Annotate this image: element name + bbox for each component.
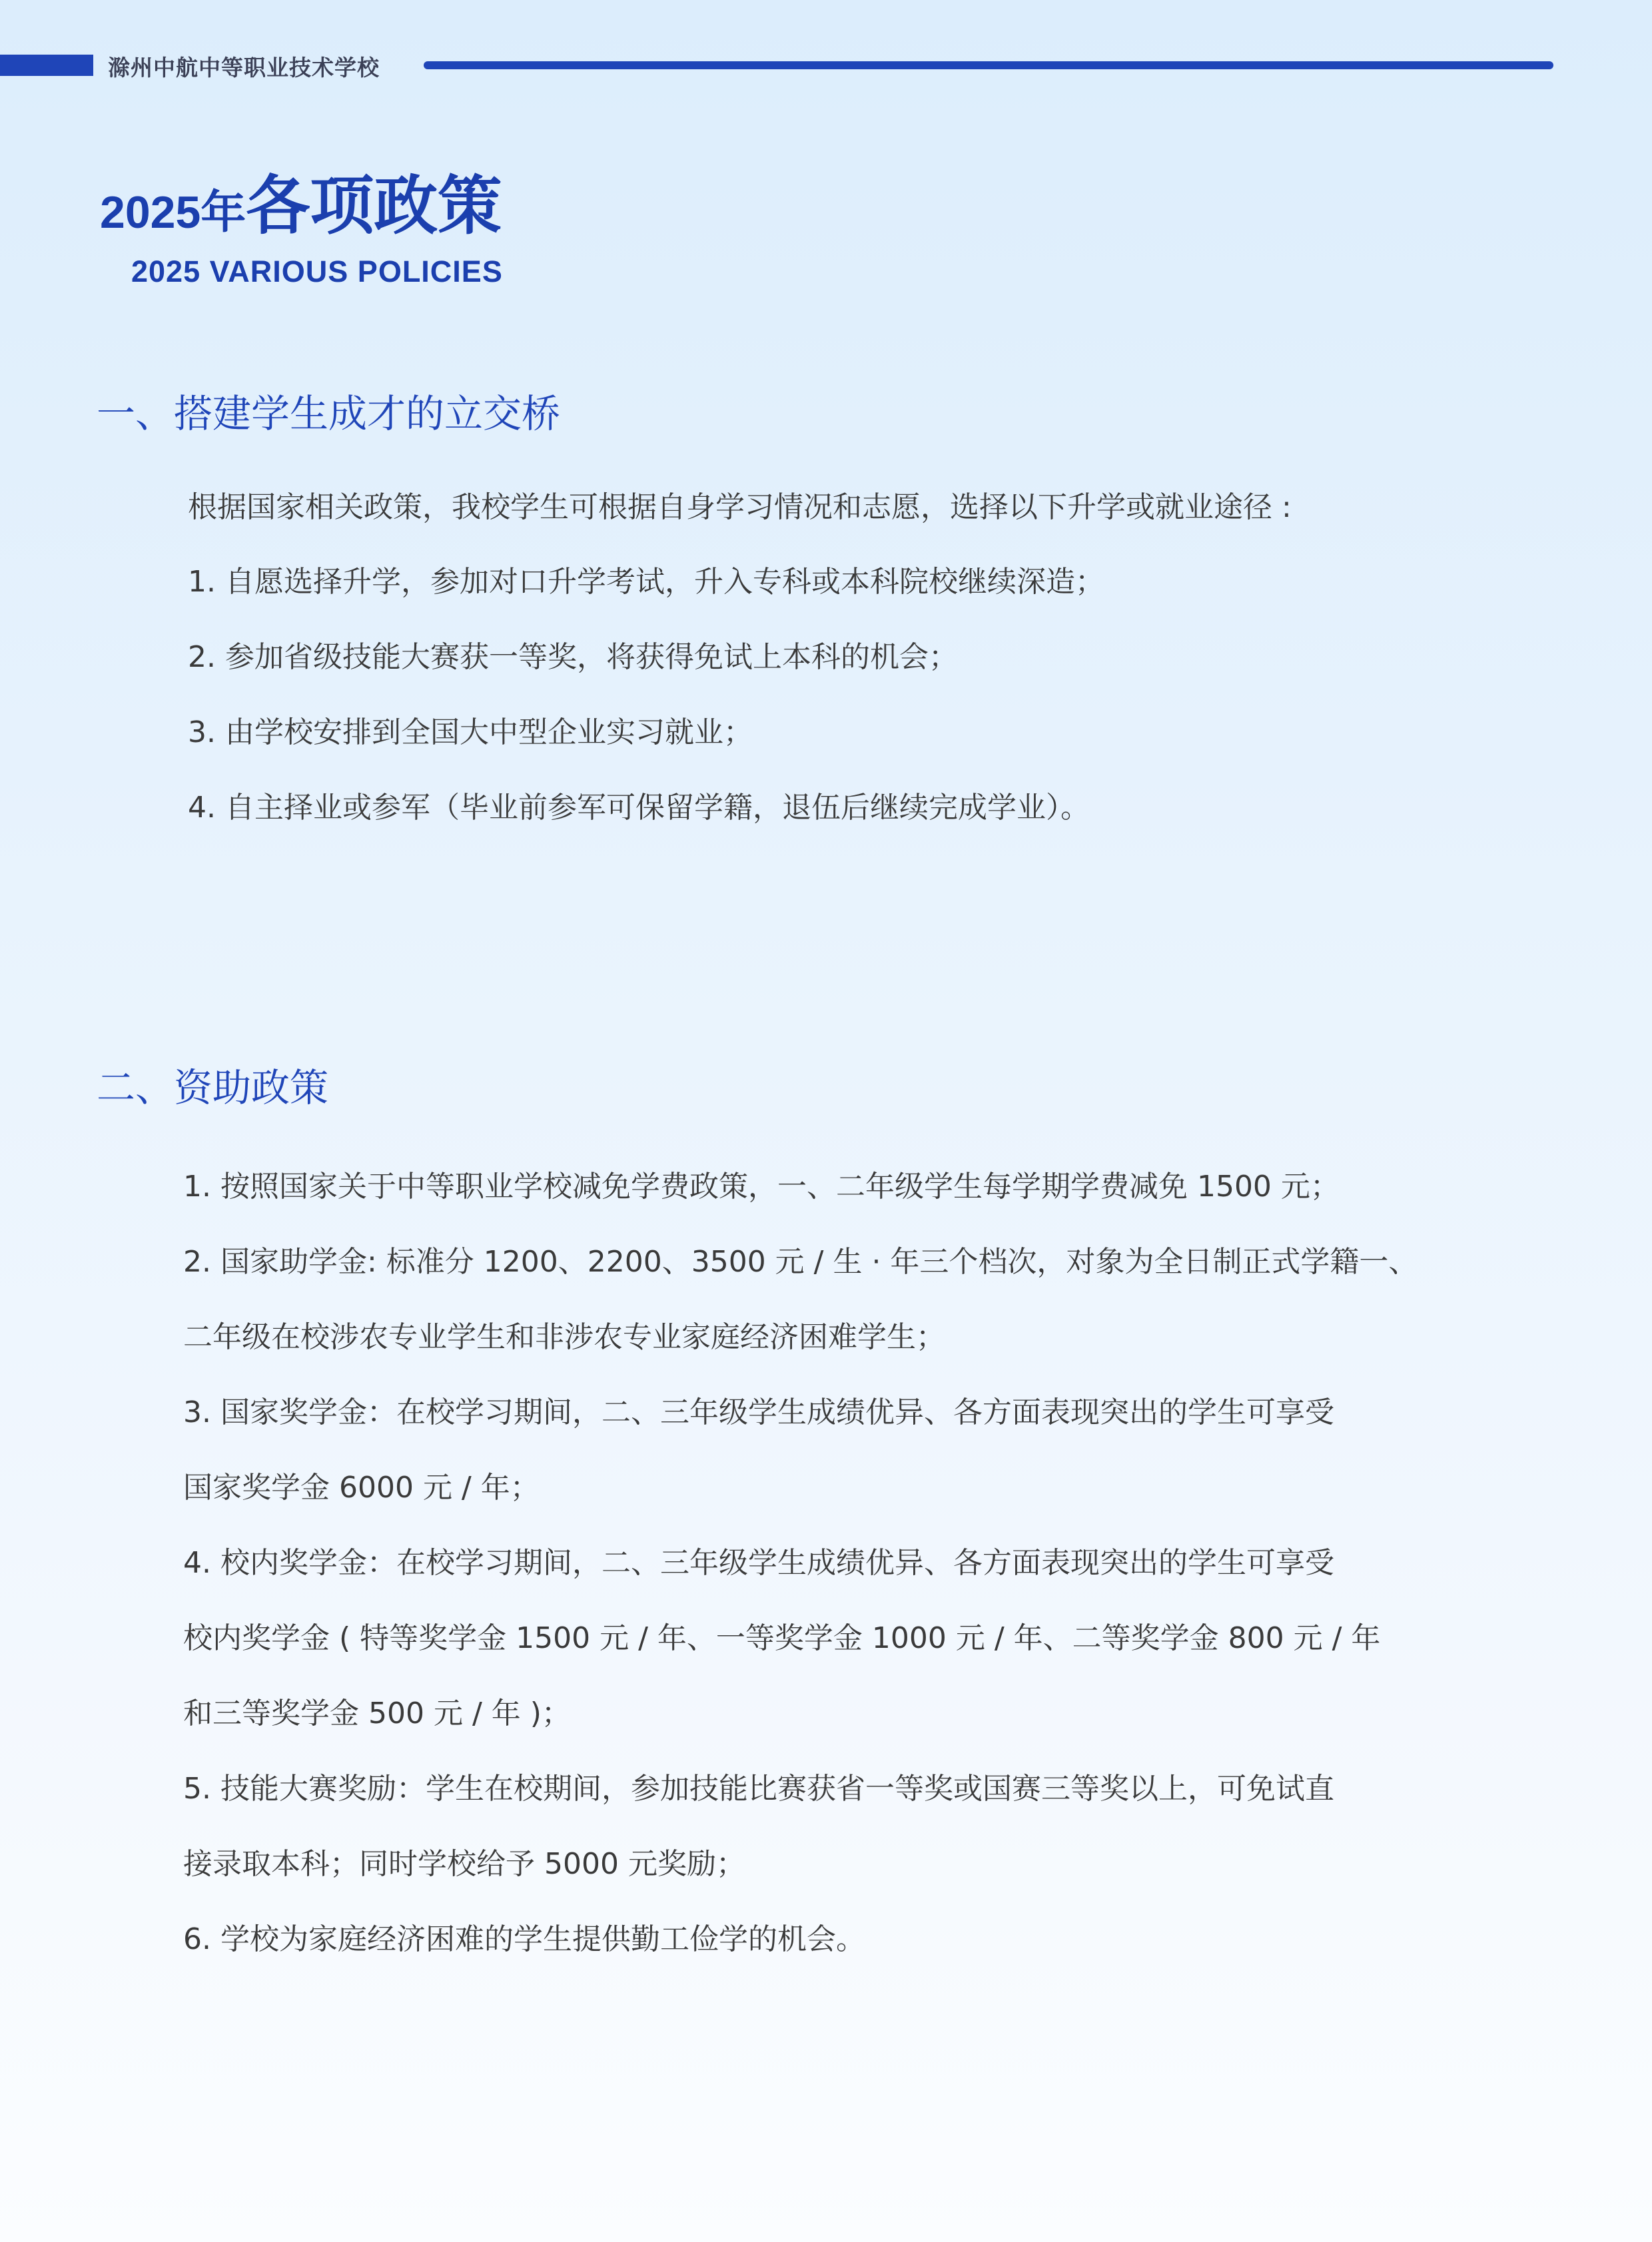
section-2-line: 1. 按照国家关于中等职业学校减免学费政策，一、二年级学生每学期学费减免 1500 元；: [183, 1170, 1340, 1204]
section-2-line: 国家奖学金 6000 元 / 年；: [183, 1471, 540, 1505]
section-1-item: 3. 由学校安排到全国大中型企业实习就业；: [188, 715, 753, 749]
section-2-line: 校内奖学金 ( 特等奖学金 1500 元 / 年、一等奖学金 1000 元 / 年、二等奖学金 800 元 / 年: [183, 1621, 1381, 1655]
header-rule: [424, 61, 1553, 69]
page-subtitle-english: 2025 VARIOUS POLICIES: [131, 254, 503, 288]
section-2-line: 4. 校内奖学金：在校学习期间，二、三年级学生成绩优异、各方面表现突出的学生可享受: [183, 1546, 1334, 1580]
header-accent-bar: [0, 55, 93, 76]
school-name: 滁州中航中等职业技术学校: [108, 55, 380, 81]
section-1-item: 4. 自主择业或参军（毕业前参军可保留学籍，退伍后继续完成学业）。: [188, 791, 1090, 825]
section-1-intro: 根据国家相关政策，我校学生可根据自身学习情况和志愿，选择以下升学或就业途径 :: [188, 490, 1292, 524]
page-title: [100, 171, 502, 242]
section-2-line: 3. 国家奖学金：在校学习期间，二、三年级学生成绩优异、各方面表现突出的学生可享受: [183, 1395, 1334, 1429]
section-2-heading: 二、资助政策: [97, 1065, 329, 1110]
section-2-line: 2. 国家助学金: 标准分 1200、2200、3500 元 / 生 · 年三个档次，对象为全日制正式学籍一、: [183, 1245, 1418, 1279]
section-2-line: 二年级在校涉农专业学生和非涉农专业家庭经济困难学生；: [183, 1320, 945, 1354]
section-1-item: 1. 自愿选择升学，参加对口升学考试，升入专科或本科院校继续深造；: [188, 565, 1104, 599]
page-title-year: 2025年: [100, 187, 246, 238]
section-1-item: 2. 参加省级技能大赛获一等奖，将获得免试上本科的机会；: [188, 640, 958, 674]
section-2-line: 接录取本科；同时学校给予 5000 元奖励；: [183, 1847, 745, 1881]
section-1-heading: 一、搭建学生成才的立交桥: [97, 391, 561, 436]
section-2-line: 和三等奖学金 500 元 / 年 )；: [183, 1696, 571, 1730]
section-2-line: 5. 技能大赛奖励：学生在校期间，参加技能比赛获省一等奖或国赛三等奖以上，可免试直: [183, 1772, 1334, 1806]
page-title-main: 各项政策: [246, 171, 502, 242]
section-2-line: 6. 学校为家庭经济困难的学生提供勤工俭学的机会。: [183, 1922, 865, 1956]
